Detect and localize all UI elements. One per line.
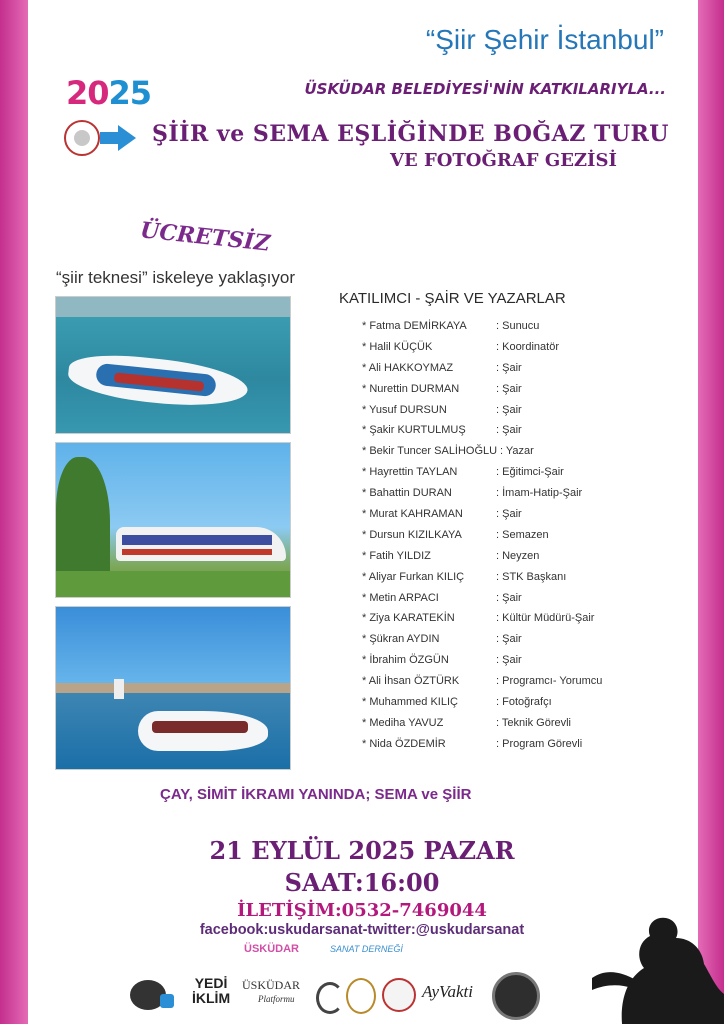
camera-logo-accent-icon bbox=[160, 994, 174, 1008]
participant-role: : Şair bbox=[496, 633, 522, 646]
year-part-b: 25 bbox=[108, 74, 152, 112]
participant-name: * Muhammed KILIÇ bbox=[362, 696, 458, 709]
org-suffix: SANAT DERNEĞİ bbox=[330, 944, 403, 954]
tour-title: ŞİİR ve SEMA EŞLİĞİNDE BOĞAZ TURU bbox=[152, 121, 669, 147]
logo-yedi-text: YEDİ bbox=[194, 975, 228, 991]
participant-role: : Şair bbox=[496, 591, 522, 604]
participant-role: : Şair bbox=[496, 382, 522, 395]
participant-name: * Bekir Tuncer SALİHOĞLU bbox=[362, 445, 498, 458]
participant-name: * Şükran AYDIN bbox=[362, 633, 440, 646]
participant-role: : Eğitimci-Şair bbox=[496, 466, 564, 479]
participant-name: * Metin ARPACI bbox=[362, 591, 439, 604]
photo-caption: “şiir teknesi” iskeleye yaklaşıyor bbox=[56, 268, 296, 287]
participant-name: * İbrahim ÖZGÜN bbox=[362, 654, 449, 667]
participant-name: * Aliyar Furkan KILIÇ bbox=[362, 570, 465, 583]
participant-name: * Yusuf DURSUN bbox=[362, 403, 447, 416]
participant-role: : Koordinatör bbox=[496, 340, 559, 353]
participant-role: : Şair bbox=[496, 403, 522, 416]
ayvakti-logo: AyVakti bbox=[422, 982, 473, 1001]
participant-role: : Yazar bbox=[500, 445, 534, 458]
participant-name: * Nurettin DURMAN bbox=[362, 382, 460, 395]
participant-role: : Teknik Görevli bbox=[496, 716, 571, 729]
participant-name: * Ziya KARATEKİN bbox=[362, 612, 455, 625]
boat-photo-aerial bbox=[55, 296, 291, 434]
participant-role: : Programcı- Yorumcu bbox=[496, 675, 603, 688]
year-part-a: 20 bbox=[66, 74, 109, 112]
yedi-iklim-logo bbox=[192, 976, 230, 1006]
participant-name: * Halil KÜÇÜK bbox=[362, 340, 433, 353]
participant-role: : Kültür Müdürü-Şair bbox=[496, 612, 595, 625]
swirl-logo-icon bbox=[316, 982, 344, 1014]
participants-title: KATILIMCI - ŞAİR VE YAZARLAR bbox=[339, 290, 566, 307]
participant-name: * Şakir KURTULMUŞ bbox=[362, 424, 466, 437]
municipality-seal-icon bbox=[64, 120, 100, 156]
participant-name: * Fatma DEMİRKAYA bbox=[362, 320, 467, 332]
participant-role: : İmam-Hatip-Şair bbox=[496, 487, 583, 500]
uskudar-platform-subtitle: Platformu bbox=[258, 994, 295, 1004]
participant-role: : Neyzen bbox=[496, 549, 540, 562]
uskudar-platform-logo: ÜSKÜDAR bbox=[242, 978, 301, 992]
round-emblem-icon bbox=[492, 972, 540, 1020]
refreshments-line: ÇAY, SİMİT İKRAMI YANINDA; SEMA ve ŞİİR bbox=[160, 786, 472, 803]
participant-role: : Program Görevli bbox=[496, 737, 583, 750]
participant-name: * Hayrettin TAYLAN bbox=[362, 466, 458, 479]
participant-role: : Şair bbox=[496, 654, 522, 667]
lamp-logo-icon bbox=[346, 978, 376, 1014]
event-time: SAAT:16:00 bbox=[284, 868, 440, 897]
participant-role: : Semazen bbox=[496, 528, 549, 541]
event-date: 21 EYLÜL 2025 PAZAR bbox=[209, 836, 515, 865]
participant-role: : Şair bbox=[496, 424, 522, 437]
participant-name: * Fatih YILDIZ bbox=[362, 549, 431, 562]
participant-name: * Bahattin DURAN bbox=[362, 487, 452, 500]
whirling-dervish-silhouette-icon bbox=[592, 908, 724, 1024]
sponsor-logos bbox=[130, 972, 550, 1016]
participant-name: * Dursun KIZILKAYA bbox=[362, 528, 462, 541]
year bbox=[66, 74, 151, 112]
free-badge: ÜCRETSİZ bbox=[138, 217, 272, 257]
participant-role: : Sunucu bbox=[496, 320, 540, 332]
participant-role: : STK Başkanı bbox=[496, 570, 567, 583]
participant-role: : Fotoğrafçı bbox=[496, 696, 552, 709]
participant-name: * Ali İhsan ÖZTÜRK bbox=[362, 675, 460, 688]
slogan: “Şiir Şehir İstanbul” bbox=[425, 24, 664, 55]
contact-phone: İLETİŞİM:0532-7469044 bbox=[237, 900, 487, 921]
tour-subtitle: VE FOTOĞRAF GEZİSİ bbox=[390, 150, 617, 171]
participant-name: * Ali HAKKOYMAZ bbox=[362, 361, 454, 374]
participant-name: * Murat KAHRAMAN bbox=[362, 508, 463, 521]
participant-name: * Mediha YAVUZ bbox=[362, 716, 444, 729]
boat-photo-bosphorus bbox=[55, 606, 291, 770]
social-links: facebook:uskudarsanat-twitter:@uskudarsanat bbox=[199, 922, 525, 938]
boat-photo-dock bbox=[55, 442, 291, 598]
participant-name: * Nida ÖZDEMİR bbox=[362, 737, 446, 750]
seal-logo-icon bbox=[382, 978, 416, 1012]
logo-iklim-text: İKLİM bbox=[192, 990, 231, 1006]
participant-role: : Şair bbox=[496, 508, 522, 521]
participant-role: : Şair bbox=[496, 361, 522, 374]
org-name: ÜSKÜDAR bbox=[244, 943, 299, 955]
contribution-line: ÜSKÜDAR BELEDİYESİ'NİN KATKILARIYLA... bbox=[304, 80, 666, 98]
